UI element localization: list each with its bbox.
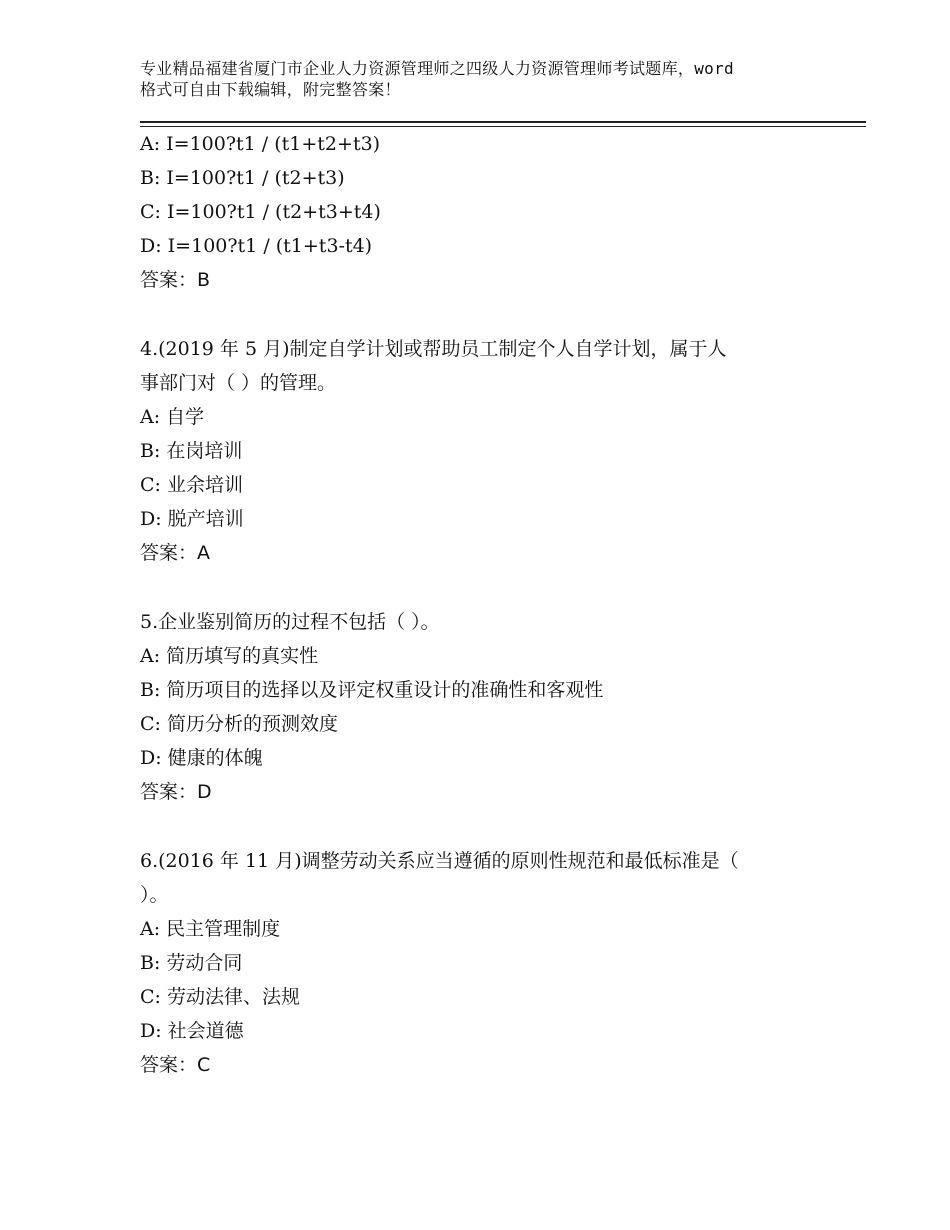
document-header xyxy=(140,58,830,100)
q4-option-b: B: 在岗培训 xyxy=(140,440,243,462)
header-divider-thick xyxy=(140,121,866,123)
q6-option-b: B: 劳动合同 xyxy=(140,952,243,974)
q5-option-c: C: 简历分析的预测效度 xyxy=(140,713,338,735)
q5-option-b: B: 简历项目的选择以及评定权重设计的准确性和客观性 xyxy=(140,679,604,701)
q6-answer: 答案：C xyxy=(140,1054,211,1076)
q3-option-d: D: I=100?t1 / (t1+t3-t4) xyxy=(140,235,373,257)
q4-stem-line-2: 事部门对（ ）的管理。 xyxy=(140,372,337,394)
q5-answer: 答案：D xyxy=(140,781,212,803)
q3-option-b: B: I=100?t1 / (t2+t3) xyxy=(140,167,345,189)
q6-stem-line-1: 6.(2016 年 11 月)调整劳动关系应当遵循的原则性规范和最低标准是（ xyxy=(140,850,739,872)
q6-stem-line-2: ）。 xyxy=(140,884,169,906)
q3-answer: 答案：B xyxy=(140,269,211,291)
q6-option-c: C: 劳动法律、法规 xyxy=(140,986,300,1008)
q3-option-c: C: I=100?t1 / (t2+t3+t4) xyxy=(140,201,381,223)
header-line-1: 专业精品福建省厦门市企业人力资源管理师之四级人力资源管理师考试题库，word xyxy=(140,59,734,78)
q4-option-a: A: 自学 xyxy=(140,406,205,428)
q5-option-d: D: 健康的体魄 xyxy=(140,747,263,769)
q4-stem-line-1: 4.(2019 年 5 月)制定自学计划或帮助员工制定个人自学计划，属于人 xyxy=(140,338,727,360)
q5-option-a: A: 简历填写的真实性 xyxy=(140,645,319,667)
q6-option-a: A: 民主管理制度 xyxy=(140,918,281,940)
q5-stem-line-1: 5.企业鉴别简历的过程不包括（ ）。 xyxy=(140,611,440,633)
q4-option-c: C: 业余培训 xyxy=(140,474,243,496)
q6-option-d: D: 社会道德 xyxy=(140,1020,244,1042)
q3-option-a: A: I=100?t1 / (t1+t2+t3) xyxy=(140,133,381,155)
q4-answer: 答案：A xyxy=(140,542,210,564)
header-line-2: 格式可自由下载编辑，附完整答案！ xyxy=(140,80,401,99)
q4-option-d: D: 脱产培训 xyxy=(140,508,244,530)
